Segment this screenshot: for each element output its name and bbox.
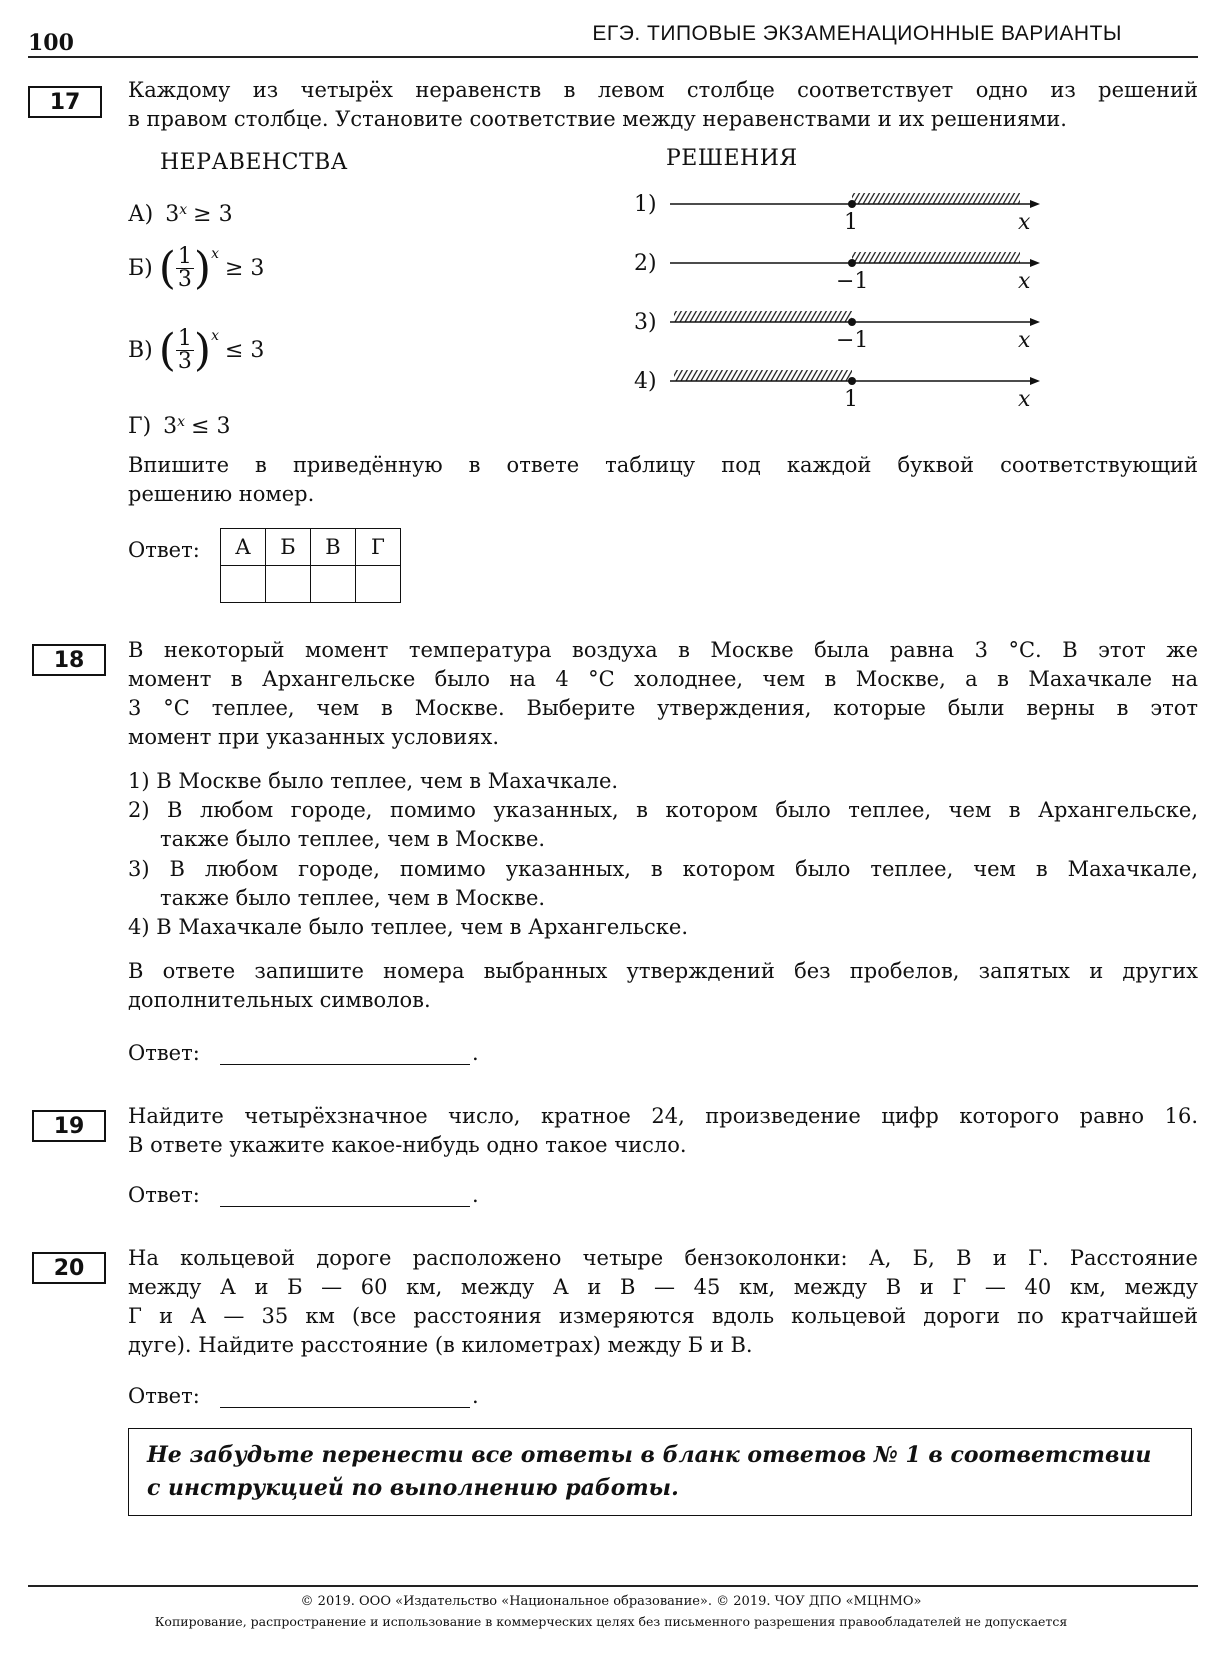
task-18-answer-dot: . bbox=[472, 1041, 479, 1065]
task-19-answer-dot: . bbox=[472, 1183, 479, 1207]
solution-line-1 bbox=[670, 193, 1040, 208]
answer-table-header-a: А bbox=[221, 529, 266, 566]
inequality-a-relation: ≥ 3 bbox=[193, 202, 233, 227]
task-20-text-line-1: На кольцевой дороге расположено четыре бензоколонки: А, Б, В и Г. Расстояние bbox=[128, 1246, 1198, 1270]
inequality-g bbox=[128, 414, 231, 439]
inequality-v-fraction: ( $\frac{1}{3}$ ) x bbox=[158, 324, 219, 376]
inequalities-title: НЕРАВЕНСТВА bbox=[160, 150, 348, 175]
inequality-g-relation: ≤ 3 bbox=[191, 414, 231, 439]
footer-notice: Копирование, распространение и использование в коммерческих целях без письменного разрешения правообладателей не допускается bbox=[154, 1614, 1068, 1629]
page-number: 100 bbox=[28, 30, 74, 56]
task-20-answer-label: Ответ: bbox=[128, 1384, 200, 1408]
task-18-text-line-4: момент при указанных условиях. bbox=[128, 725, 500, 749]
solution-4-point: 1 bbox=[844, 387, 858, 412]
answer-table-header-b: Б bbox=[266, 529, 311, 566]
answer-cell-g[interactable] bbox=[356, 566, 401, 603]
solution-2-axis: x bbox=[1018, 269, 1031, 294]
answer-table-header-g: Г bbox=[356, 529, 401, 566]
solution-line-3 bbox=[670, 311, 1040, 326]
inequality-v-label: В) bbox=[128, 338, 153, 363]
task-17-number: 17 bbox=[28, 86, 102, 118]
solutions-number-lines bbox=[630, 180, 1050, 420]
inequality-b-denominator: 3 bbox=[177, 267, 192, 292]
task-18-instruction-line-2: дополнительных символов. bbox=[128, 988, 431, 1012]
task-18-option-3-line-1: 3) В любом городе, помимо указанных, в котором было теплее, чем в Махачкале, bbox=[128, 857, 1198, 881]
solution-4-axis: x bbox=[1018, 387, 1031, 412]
footer-rule bbox=[28, 1585, 1198, 1587]
inequality-a-base: 3 bbox=[165, 202, 180, 227]
task-18-option-4: 4) В Махачкале было теплее, чем в Архангельске. bbox=[128, 915, 689, 939]
inequality-v-denominator: 3 bbox=[177, 349, 192, 374]
running-head: ЕГЭ. ТИПОВЫЕ ЭКЗАМЕНАЦИОННЫЕ ВАРИАНТЫ bbox=[592, 22, 1122, 45]
inequality-b-exponent: x bbox=[211, 246, 219, 262]
solution-2-label: 2) bbox=[634, 251, 657, 276]
inequality-a bbox=[128, 202, 233, 227]
answer-cell-v[interactable] bbox=[311, 566, 356, 603]
inequality-a-exponent: x bbox=[179, 202, 188, 218]
solution-line-2 bbox=[670, 252, 1040, 267]
task-18-option-2-line-1: 2) В любом городе, помимо указанных, в котором было теплее, чем в Архангельске, bbox=[128, 798, 1198, 822]
task-19-text-line-2: В ответе укажите какое-нибудь одно такое число. bbox=[128, 1133, 687, 1157]
task-17-instruction-line-2: решению номер. bbox=[128, 482, 315, 506]
task-17-intro-line-2: в правом столбце. Установите соответствие между неравенствами и их решениями. bbox=[128, 107, 1067, 131]
task-20-text-line-4: дуге). Найдите расстояние (в километрах) между Б и В. bbox=[128, 1333, 753, 1357]
task-18-instruction-line-1: В ответе запишите номера выбранных утверждений без пробелов, запятых и других bbox=[128, 959, 1198, 983]
task-18-option-1: 1) В Москве было теплее, чем в Махачкале. bbox=[128, 769, 619, 793]
inequality-g-base: 3 bbox=[163, 414, 178, 439]
inequality-b-numerator: 1 bbox=[177, 244, 192, 269]
footer-copyright: © 2019. ООО «Издательство «Национальное образование». © 2019. ЧОУ ДПО «МЦНМО» bbox=[300, 1594, 922, 1609]
inequality-v bbox=[128, 324, 265, 376]
solution-1-label: 1) bbox=[634, 192, 657, 217]
inequality-v-exponent: x bbox=[211, 328, 219, 344]
reminder-line-2: с инструкцией по выполнению работы. bbox=[147, 1475, 679, 1501]
inequality-a-label: А) bbox=[128, 202, 154, 227]
task-18-text-line-2: момент в Архангельске было на 4 °С холоднее, чем в Москве, а в Махачкале на bbox=[128, 667, 1198, 691]
solution-2-point: −1 bbox=[836, 269, 869, 294]
inequality-v-numerator: 1 bbox=[177, 326, 192, 351]
task-17-intro-line-1: Каждому из четырёх неравенств в левом столбце соответствует одно из решений bbox=[128, 78, 1198, 102]
inequality-b-relation: ≥ 3 bbox=[225, 256, 265, 281]
solution-3-axis: x bbox=[1018, 328, 1031, 353]
solutions-title: РЕШЕНИЯ bbox=[666, 146, 798, 171]
task-18-text-line-1: В некоторый момент температура воздуха в Москве была равна 3 °С. В этот же bbox=[128, 638, 1198, 662]
solution-line-4 bbox=[670, 370, 1040, 385]
solution-3-label: 3) bbox=[634, 310, 657, 335]
inequality-g-label: Г) bbox=[128, 414, 152, 439]
task-19-number: 19 bbox=[32, 1110, 106, 1142]
inequality-b bbox=[128, 242, 265, 294]
inequality-b-fraction: ( $\frac{1}{3}$ ) x bbox=[158, 242, 219, 294]
inequality-v-relation: ≤ 3 bbox=[225, 338, 265, 363]
solution-4-label: 4) bbox=[634, 369, 657, 394]
inequality-g-exponent: x bbox=[177, 414, 186, 430]
solution-1-point: 1 bbox=[844, 210, 858, 235]
task-18-text-line-3: 3 °С теплее, чем в Москве. Выберите утверждения, которые были верны в этот bbox=[128, 696, 1198, 720]
task-20-text-line-3: Г и А — 35 км (все расстояния измеряются вдоль кольцевой дороги по кратчайшей bbox=[128, 1304, 1198, 1328]
task-20-answer-dot: . bbox=[472, 1384, 479, 1408]
answer-table-header-v: В bbox=[311, 529, 356, 566]
solution-3-point: −1 bbox=[836, 328, 869, 353]
task-18-number: 18 bbox=[32, 644, 106, 676]
task-18-answer-label: Ответ: bbox=[128, 1041, 200, 1065]
task-17-answer-table bbox=[220, 528, 401, 603]
task-20-answer-field[interactable] bbox=[220, 1407, 470, 1408]
task-18-option-3-line-2: также было теплее, чем в Москве. bbox=[160, 886, 546, 910]
task-17-instruction-line-1: Впишите в приведённую в ответе таблицу под каждой буквой соответствующий bbox=[128, 453, 1198, 477]
reminder-line-1: Не забудьте перенести все ответы в бланк ответов № 1 в соответствии bbox=[147, 1442, 1152, 1468]
task-18-option-2-line-2: также было теплее, чем в Москве. bbox=[160, 827, 546, 851]
solution-1-axis: x bbox=[1018, 210, 1031, 235]
task-17-answer-label: Ответ: bbox=[128, 538, 200, 562]
task-19-answer-field[interactable] bbox=[220, 1206, 470, 1207]
header-rule bbox=[28, 56, 1198, 58]
reminder-box bbox=[128, 1428, 1192, 1516]
task-20-number: 20 bbox=[32, 1252, 106, 1284]
task-19-text-line-1: Найдите четырёхзначное число, кратное 24, произведение цифр которого равно 16. bbox=[128, 1104, 1198, 1128]
task-18-answer-field[interactable] bbox=[220, 1064, 470, 1065]
task-19-answer-label: Ответ: bbox=[128, 1183, 200, 1207]
inequality-b-label: Б) bbox=[128, 256, 153, 281]
answer-cell-b[interactable] bbox=[266, 566, 311, 603]
answer-cell-a[interactable] bbox=[221, 566, 266, 603]
task-20-text-line-2: между А и Б — 60 км, между А и В — 45 км, между В и Г — 40 км, между bbox=[128, 1275, 1198, 1299]
